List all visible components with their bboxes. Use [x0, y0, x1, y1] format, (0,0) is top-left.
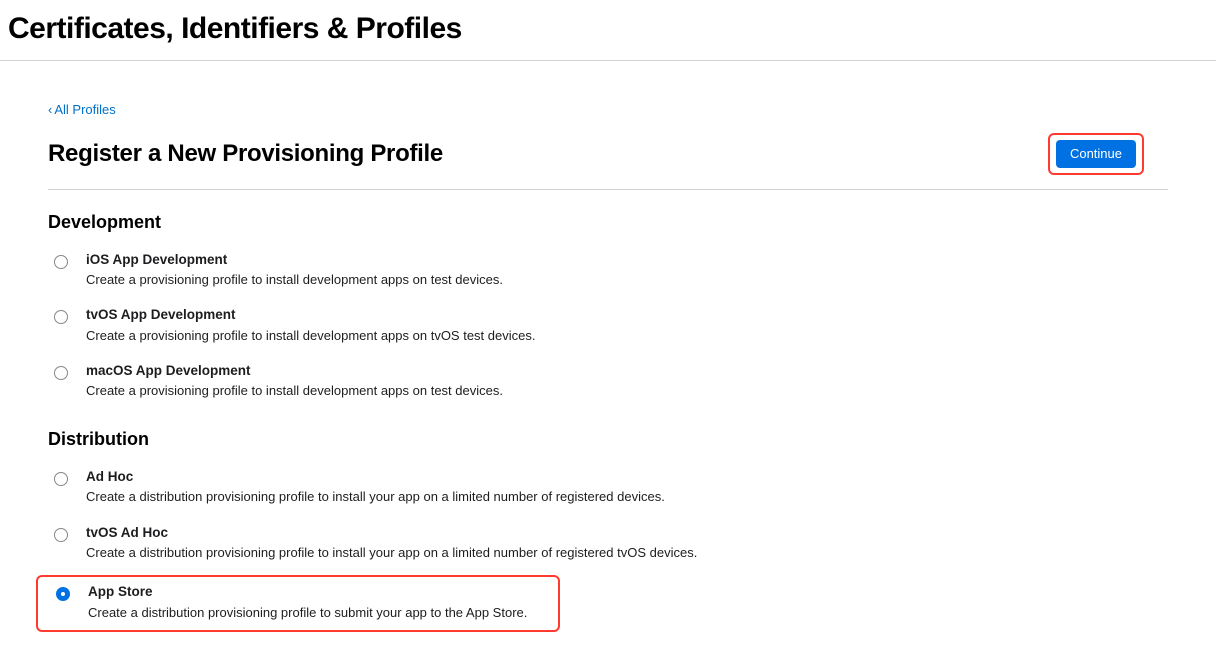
option-description: Create a provisioning profile to install development apps on tvOS test devices.	[86, 327, 536, 343]
option-label: iOS App Development	[86, 251, 228, 267]
option-text	[88, 583, 527, 621]
radio-button-icon[interactable]	[54, 255, 68, 269]
option-text	[86, 251, 503, 289]
chevron-left-icon: ‹	[48, 102, 53, 117]
option-label: tvOS Ad Hoc	[86, 524, 169, 540]
radio-button-icon[interactable]	[54, 310, 68, 324]
profile-type-option[interactable]	[48, 464, 1168, 513]
option-description: Create a distribution provisioning profile to install your app on a limited number of registered devices.	[86, 489, 665, 505]
option-description: Create a distribution provisioning profile to submit your app to the App Store.	[88, 604, 528, 620]
radio-button-icon[interactable]	[54, 528, 68, 542]
profile-type-option[interactable]	[36, 575, 560, 632]
breadcrumb-all-profiles[interactable]	[48, 102, 116, 117]
option-label: App Store	[88, 584, 153, 600]
profile-type-sections	[48, 212, 1168, 633]
section-title: Development	[48, 211, 162, 232]
option-description: Create a provisioning profile to install development apps on test devices.	[86, 383, 503, 399]
page-heading: Register a New Provisioning Profile	[48, 139, 443, 167]
radio-button-icon[interactable]	[54, 366, 68, 380]
radio-button-icon[interactable]	[56, 587, 70, 601]
profile-type-option[interactable]	[48, 247, 1168, 296]
section-title: Distribution	[48, 428, 149, 449]
profile-type-option[interactable]	[48, 358, 1168, 407]
breadcrumb-label: All Profiles	[54, 102, 116, 117]
main-content	[0, 61, 1216, 632]
continue-highlight-box	[1048, 133, 1144, 175]
option-label: macOS App Development	[86, 363, 251, 379]
option-list	[48, 464, 1168, 632]
profile-type-option[interactable]	[48, 302, 1168, 351]
option-text	[86, 362, 503, 400]
option-text	[86, 306, 535, 344]
continue-button[interactable]: Continue	[1056, 140, 1136, 168]
option-list	[48, 247, 1168, 407]
header-row	[48, 133, 1168, 190]
profile-type-option[interactable]	[48, 520, 1168, 569]
option-text	[86, 468, 665, 506]
option-label: tvOS App Development	[86, 307, 236, 323]
option-description: Create a distribution provisioning profile to install your app on a limited number of registered tvOS devices.	[86, 544, 698, 560]
page-title: Certificates, Identifiers & Profiles	[8, 12, 462, 45]
option-text	[86, 524, 697, 562]
option-label: Ad Hoc	[86, 468, 134, 484]
radio-button-icon[interactable]	[54, 472, 68, 486]
option-description: Create a provisioning profile to install development apps on test devices.	[86, 271, 503, 287]
